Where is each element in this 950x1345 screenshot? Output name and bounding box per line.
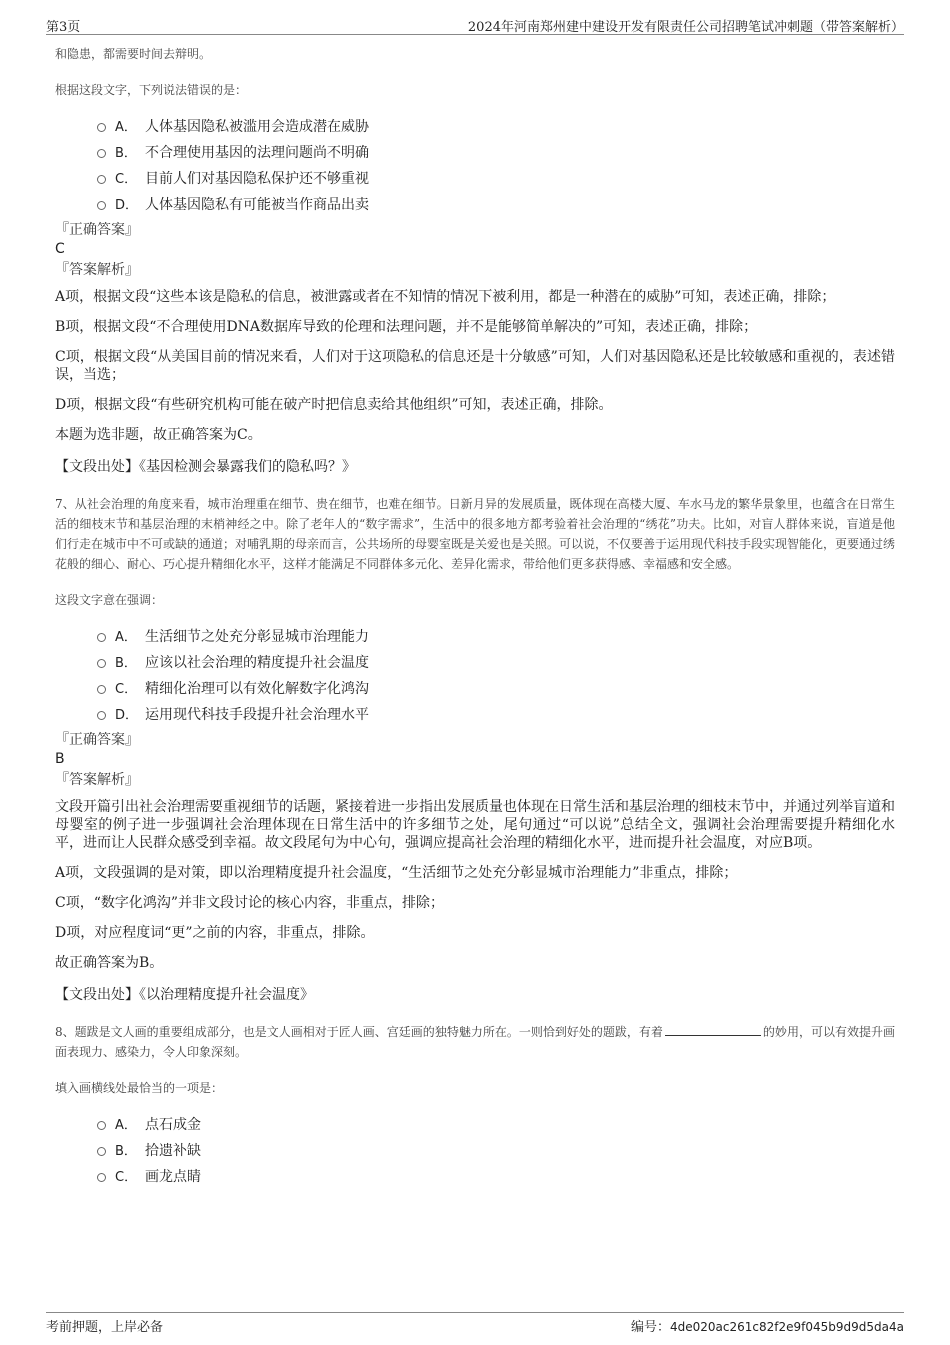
page-footer xyxy=(46,1312,904,1333)
option-a[interactable] xyxy=(97,624,895,650)
analysis-paragraph: A项，文段强调的是对策，即以治理精度提升社会温度，“生活细节之处充分彰显城市治理能力”非重点，排除； xyxy=(55,865,738,881)
option-list xyxy=(97,624,895,728)
question-prompt: 填入画横线处最恰当的一项是： xyxy=(55,1081,224,1095)
radio-icon[interactable] xyxy=(97,685,106,694)
option-key: C． xyxy=(115,1170,138,1185)
option-b[interactable] xyxy=(97,140,895,166)
footer-slogan: 考前押题，上岸必备 xyxy=(46,1320,164,1335)
analysis-paragraph: D项，对应程度词“更”之前的内容，非重点，排除。 xyxy=(55,925,375,941)
page-number: 第3页 xyxy=(46,20,81,35)
option-text: 生活细节之处充分彰显城市治理能力 xyxy=(145,629,369,645)
option-key: A． xyxy=(115,120,137,135)
option-text: 人体基因隐私有可能被当作商品出卖 xyxy=(145,197,369,213)
page-content xyxy=(55,44,895,1190)
radio-icon[interactable] xyxy=(97,175,106,184)
option-key: D． xyxy=(115,708,139,723)
option-key: D． xyxy=(115,198,139,213)
question-stem: 7、从社会治理的角度来看，城市治理重在细节、贵在细节，也难在细节。日新月异的发展质量，既体现在高楼大厦、车水马龙的繁华景象里，也蕴含在日常生活的细枝末节和基层治理的末梢神经之中。除了老年人的“数字需求”，生活中的很多地方都考验着社会治理的“绣花”功夫。比如，对盲人群体来说，盲道是他们行走在城市中不可或缺的通道；对哺乳期的母亲而言，公共场所的母婴室既是关爱也是关照。可以说，不仅要善于运用现代科技手段实现智能化，更要通过绣花般的细心、耐心、巧心提升精细化水平，这样才能满足不同群体多元化、差异化需求，带给他们更多获得感、幸福感和安全感。 xyxy=(55,497,896,571)
option-c[interactable] xyxy=(97,1164,895,1190)
option-key: C． xyxy=(115,172,138,187)
option-text: 精细化治理可以有效化解数字化鸿沟 xyxy=(145,681,369,697)
answer-label: 『正确答案』 xyxy=(55,732,139,748)
stem-before-blank: 8、题跋是文人画的重要组成部分，也是文人画相对于匠人画、宫廷画的独特魅力所在。一则恰到好处的题跋，有着 xyxy=(55,1025,663,1039)
answer-value: C xyxy=(55,241,65,257)
analysis-paragraph: 故正确答案为B。 xyxy=(55,955,164,971)
question-8 xyxy=(55,1022,895,1190)
analysis-label: 『答案解析』 xyxy=(55,262,139,278)
option-list xyxy=(97,1112,895,1190)
page-header xyxy=(46,14,904,35)
option-text: 点石成金 xyxy=(145,1117,201,1133)
option-text: 运用现代科技手段提升社会治理水平 xyxy=(145,707,369,723)
radio-icon[interactable] xyxy=(97,1173,106,1182)
source-citation: 【文段出处】《基因检测会暴露我们的隐私吗？》 xyxy=(55,459,356,475)
option-d[interactable] xyxy=(97,702,895,728)
option-a[interactable] xyxy=(97,114,895,140)
radio-icon[interactable] xyxy=(97,123,106,132)
fill-blank xyxy=(665,1023,761,1036)
analysis-paragraph: A项，根据文段“这些本该是隐私的信息，被泄露或者在不知情的情况下被利用，都是一种潜在的威胁”可知，表述正确，排除； xyxy=(55,289,836,305)
question-stem xyxy=(55,1022,895,1062)
option-key: B． xyxy=(115,146,137,161)
option-key: B． xyxy=(115,656,137,671)
radio-icon[interactable] xyxy=(97,659,106,668)
option-list xyxy=(97,114,895,218)
analysis-paragraph: B项，根据文段“不合理使用DNA数据库导致的伦理和法理问题，并不是能够简单解决的”可知，表述正确，排除； xyxy=(55,319,758,335)
radio-icon[interactable] xyxy=(97,201,106,210)
analysis-label: 『答案解析』 xyxy=(55,772,139,788)
analysis-paragraph: C项，根据文段“从美国目前的情况来看，人们对于这项隐私的信息还是十分敏感”可知，人们对基因隐私还是比较敏感和重视的，表述错误，当选； xyxy=(55,349,895,383)
option-b[interactable] xyxy=(97,1138,895,1164)
document-code xyxy=(631,1316,904,1335)
radio-icon[interactable] xyxy=(97,149,106,158)
option-text: 目前人们对基因隐私保护还不够重视 xyxy=(145,171,369,187)
option-c[interactable] xyxy=(97,166,895,192)
option-b[interactable] xyxy=(97,650,895,676)
question-7 xyxy=(55,494,895,1004)
code-label: 编号： xyxy=(631,1320,671,1335)
radio-icon[interactable] xyxy=(97,1147,106,1156)
analysis-paragraph: 本题为选非题，故正确答案为C。 xyxy=(55,427,262,443)
option-d[interactable] xyxy=(97,192,895,218)
radio-icon[interactable] xyxy=(97,633,106,642)
stem-after-blank: 的妙用，可以有效提升画面表现力、感染力，令人印象深刻。 xyxy=(55,1025,895,1059)
option-a[interactable] xyxy=(97,1112,895,1138)
option-text: 画龙点睛 xyxy=(145,1169,201,1185)
answer-value: B xyxy=(55,751,65,767)
question-6 xyxy=(55,44,895,476)
analysis-paragraph: D项，根据文段“有些研究机构可能在破产时把信息卖给其他组织”可知，表述正确，排除。 xyxy=(55,397,613,413)
radio-icon[interactable] xyxy=(97,711,106,720)
question-prompt: 根据这段文字，下列说法错误的是： xyxy=(55,83,248,97)
question-stem: 和隐患，都需要时间去辩明。 xyxy=(55,47,212,61)
option-key: C． xyxy=(115,682,138,697)
question-prompt: 这段文字意在强调： xyxy=(55,593,164,607)
option-key: B． xyxy=(115,1144,137,1159)
option-text: 人体基因隐私被滥用会造成潜在威胁 xyxy=(145,119,369,135)
analysis-paragraph: 文段开篇引出社会治理需要重视细节的话题，紧接着进一步指出发展质量也体现在日常生活和基层治理的细枝末节中，并通过列举盲道和母婴室的例子进一步强调社会治理体现在日常生活中的许多细节之处，尾句通过“可以说”总结全文，强调社会治理需要提升精细化水平，进而让人民群众感受到幸福。故文段尾句为中心句，强调应提高社会治理的精细化水平，进而提升社会温度，对应B项。 xyxy=(55,799,895,851)
code-value: 4de020ac261c82f2e9f045b9d9d5da4a xyxy=(670,1320,904,1334)
option-c[interactable] xyxy=(97,676,895,702)
document-title: 2024年河南郑州建中建设开发有限责任公司招聘笔试冲刺题（带答案解析） xyxy=(467,20,904,35)
option-key: A． xyxy=(115,630,137,645)
option-text: 应该以社会治理的精度提升社会温度 xyxy=(145,655,369,671)
analysis-paragraph: C项，“数字化鸿沟”并非文段讨论的核心内容，非重点，排除； xyxy=(55,895,445,911)
answer-label: 『正确答案』 xyxy=(55,222,139,238)
source-citation: 【文段出处】《以治理精度提升社会温度》 xyxy=(55,987,314,1003)
option-key: A． xyxy=(115,1118,137,1133)
option-text: 拾遗补缺 xyxy=(145,1143,201,1159)
option-text: 不合理使用基因的法理问题尚不明确 xyxy=(145,145,369,161)
radio-icon[interactable] xyxy=(97,1121,106,1130)
